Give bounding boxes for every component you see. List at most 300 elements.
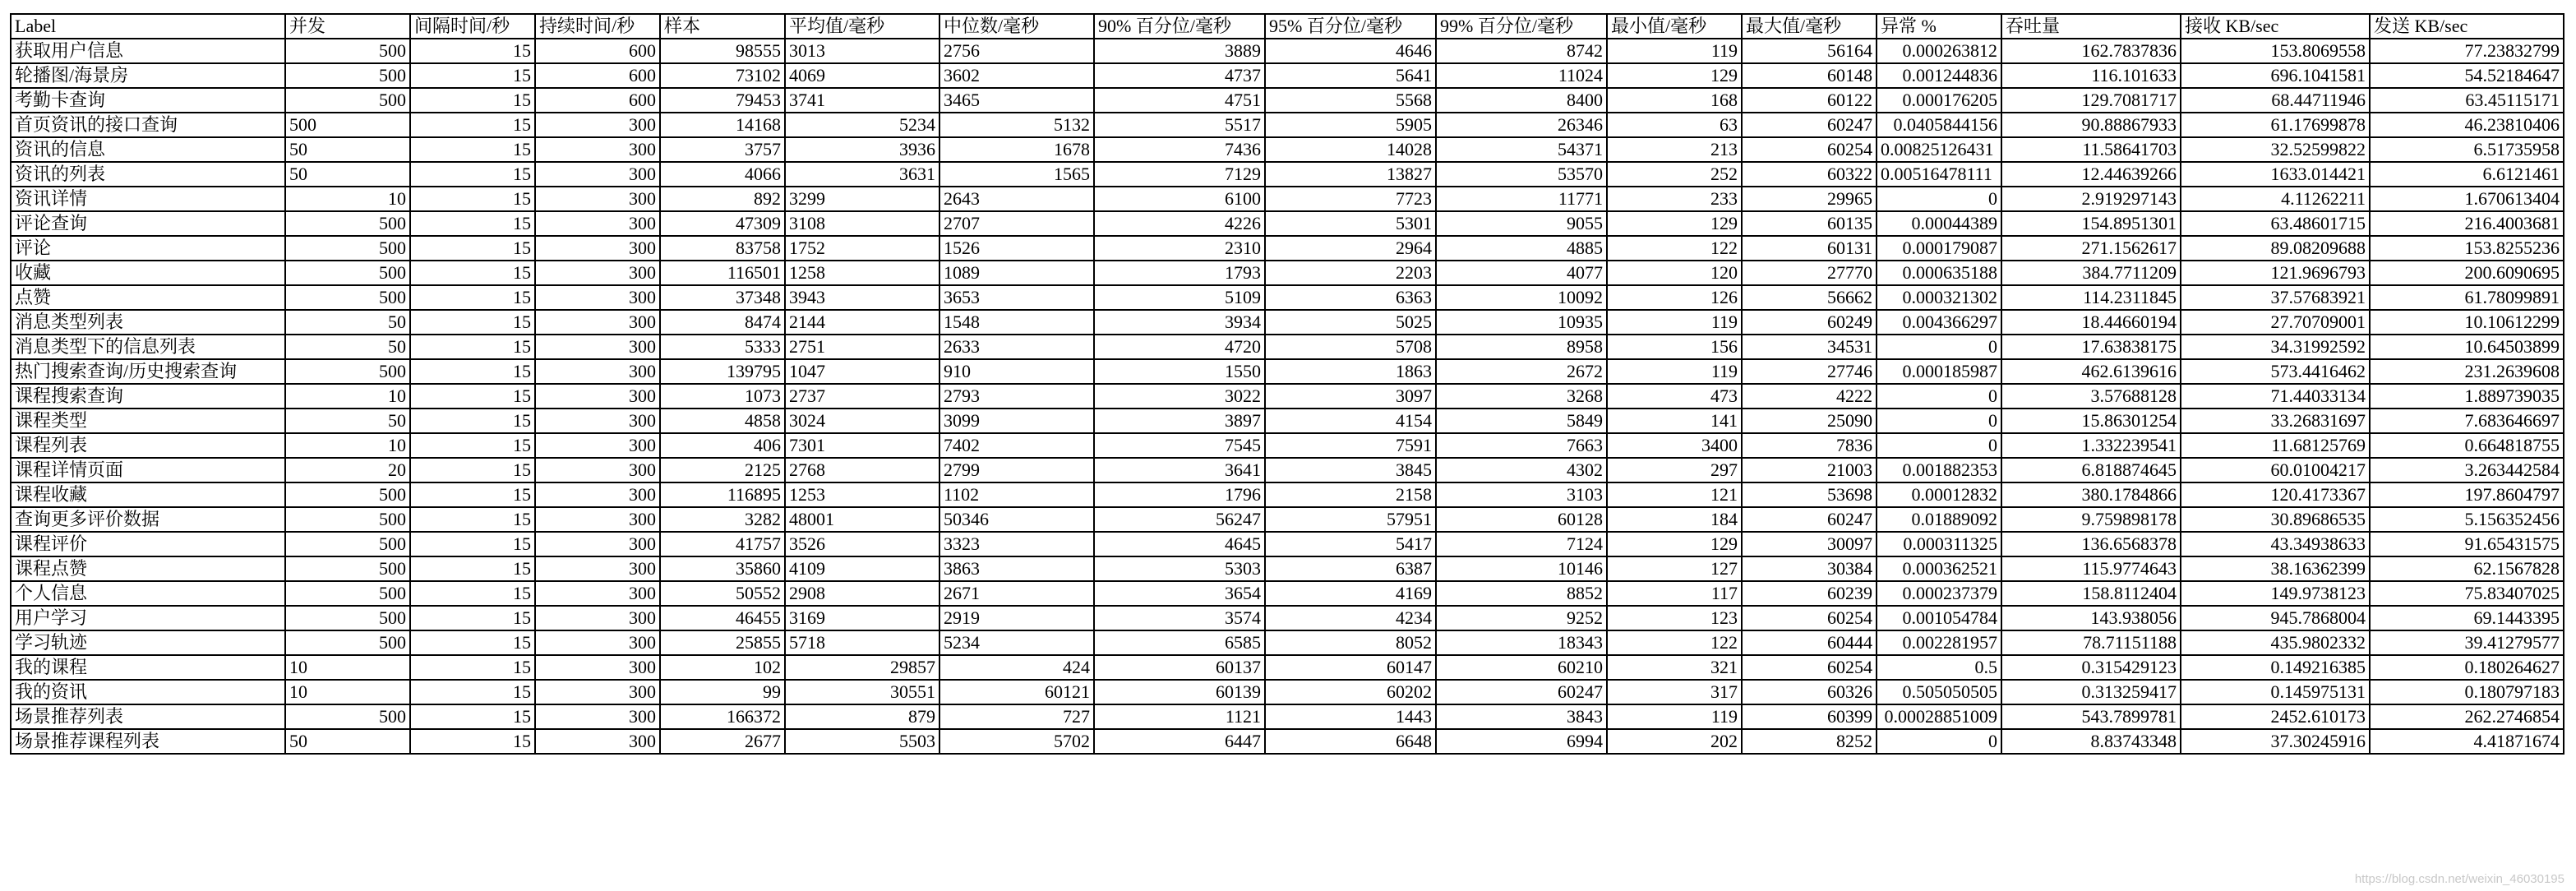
table-cell: 6.51735958	[2370, 137, 2564, 162]
row-label-cell: 我的课程	[11, 655, 285, 680]
table-cell: 5905	[1265, 113, 1436, 137]
table-cell: 1796	[1094, 482, 1265, 507]
table-cell: 15	[410, 556, 535, 581]
table-cell: 37.30245916	[2181, 729, 2370, 754]
table-cell: 0	[1877, 433, 2001, 458]
table-cell: 3936	[785, 137, 939, 162]
table-cell: 231.2639608	[2370, 359, 2564, 384]
table-row	[11, 310, 2564, 335]
table-cell: 4154	[1265, 409, 1436, 433]
table-cell: 600	[535, 88, 660, 113]
table-cell: 300	[535, 729, 660, 754]
table-cell: 573.4416462	[2181, 359, 2370, 384]
table-cell: 1548	[939, 310, 1094, 335]
table-cell: 300	[535, 409, 660, 433]
table-cell: 500	[285, 211, 410, 236]
column-header: 发送 KB/sec	[2370, 14, 2564, 39]
table-cell: 462.6139616	[2001, 359, 2181, 384]
table-row	[11, 359, 2564, 384]
table-cell: 60254	[1742, 655, 1877, 680]
table-cell: 15	[410, 211, 535, 236]
table-cell: 300	[535, 310, 660, 335]
table-cell: 3024	[785, 409, 939, 433]
table-cell: 30551	[785, 680, 939, 704]
table-cell: 162.7837836	[2001, 39, 2181, 63]
table-cell: 5641	[1265, 63, 1436, 88]
table-row	[11, 409, 2564, 433]
table-row	[11, 335, 2564, 359]
table-cell: 18343	[1436, 630, 1607, 655]
table-cell: 11024	[1436, 63, 1607, 88]
table-cell: 727	[939, 704, 1094, 729]
table-cell: 15.86301254	[2001, 409, 2181, 433]
table-cell: 7129	[1094, 162, 1265, 187]
table-cell: 3574	[1094, 606, 1265, 630]
table-cell: 500	[285, 630, 410, 655]
table-cell: 3934	[1094, 310, 1265, 335]
table-cell: 2643	[939, 187, 1094, 211]
table-cell: 120	[1607, 261, 1742, 285]
table-row	[11, 39, 2564, 63]
table-cell: 500	[285, 704, 410, 729]
table-cell: 91.65431575	[2370, 532, 2564, 556]
row-label-cell: 课程点赞	[11, 556, 285, 581]
table-cell: 15	[410, 384, 535, 409]
table-cell: 406	[660, 433, 785, 458]
table-cell: 119	[1607, 310, 1742, 335]
table-cell: 500	[285, 482, 410, 507]
table-cell: 7124	[1436, 532, 1607, 556]
table-cell: 10	[285, 680, 410, 704]
table-cell: 8958	[1436, 335, 1607, 359]
table-cell: 114.2311845	[2001, 285, 2181, 310]
table-cell: 3631	[785, 162, 939, 187]
table-cell: 15	[410, 310, 535, 335]
table-cell: 129	[1607, 211, 1742, 236]
row-label-cell: 评论查询	[11, 211, 285, 236]
table-cell: 300	[535, 458, 660, 482]
table-cell: 2768	[785, 458, 939, 482]
row-label-cell: 收藏	[11, 261, 285, 285]
table-cell: 4737	[1094, 63, 1265, 88]
table-cell: 5.156352456	[2370, 507, 2564, 532]
table-cell: 271.1562617	[2001, 236, 2181, 261]
table-cell: 123	[1607, 606, 1742, 630]
table-cell: 3.57688128	[2001, 384, 2181, 409]
table-cell: 54.52184647	[2370, 63, 2564, 88]
table-cell: 892	[660, 187, 785, 211]
table-cell: 5234	[939, 630, 1094, 655]
table-cell: 1258	[785, 261, 939, 285]
table-cell: 5132	[939, 113, 1094, 137]
table-cell: 197.8604797	[2370, 482, 2564, 507]
table-cell: 2144	[785, 310, 939, 335]
table-row	[11, 63, 2564, 88]
row-label-cell: 查询更多评价数据	[11, 507, 285, 532]
table-cell: 56164	[1742, 39, 1877, 63]
table-cell: 121.9696793	[2181, 261, 2370, 285]
table-cell: 15	[410, 137, 535, 162]
table-row	[11, 187, 2564, 211]
table-cell: 10.10612299	[2370, 310, 2564, 335]
table-cell: 7301	[785, 433, 939, 458]
table-cell: 1.332239541	[2001, 433, 2181, 458]
row-label-cell: 评论	[11, 236, 285, 261]
table-cell: 0.004366297	[1877, 310, 2001, 335]
table-cell: 71.44033134	[2181, 384, 2370, 409]
table-cell: 54371	[1436, 137, 1607, 162]
table-cell: 4066	[660, 162, 785, 187]
watermark-text: https://blog.csdn.net/weixin_46030195	[2354, 872, 2564, 886]
table-cell: 3103	[1436, 482, 1607, 507]
table-cell: 10	[285, 187, 410, 211]
table-cell: 213	[1607, 137, 1742, 162]
table-cell: 38.16362399	[2181, 556, 2370, 581]
table-cell: 73102	[660, 63, 785, 88]
table-cell: 7402	[939, 433, 1094, 458]
row-label-cell: 课程搜索查询	[11, 384, 285, 409]
table-cell: 60444	[1742, 630, 1877, 655]
table-row	[11, 137, 2564, 162]
table-cell: 0.313259417	[2001, 680, 2181, 704]
table-cell: 6585	[1094, 630, 1265, 655]
table-cell: 15	[410, 433, 535, 458]
table-cell: 2799	[939, 458, 1094, 482]
table-cell: 60326	[1742, 680, 1877, 704]
table-cell: 300	[535, 630, 660, 655]
table-cell: 15	[410, 359, 535, 384]
table-cell: 3641	[1094, 458, 1265, 482]
table-cell: 2452.610173	[2181, 704, 2370, 729]
table-cell: 57951	[1265, 507, 1436, 532]
table-cell: 27746	[1742, 359, 1877, 384]
table-cell: 63.45115171	[2370, 88, 2564, 113]
table-cell: 61.17699878	[2181, 113, 2370, 137]
table-cell: 2908	[785, 581, 939, 606]
table-header-row	[11, 14, 2564, 39]
table-cell: 2633	[939, 335, 1094, 359]
table-cell: 2737	[785, 384, 939, 409]
table-cell: 3757	[660, 137, 785, 162]
table-cell: 26346	[1436, 113, 1607, 137]
table-cell: 25855	[660, 630, 785, 655]
table-cell: 63	[1607, 113, 1742, 137]
table-cell: 8052	[1265, 630, 1436, 655]
table-cell: 945.7868004	[2181, 606, 2370, 630]
table-cell: 0.000321302	[1877, 285, 2001, 310]
table-cell: 122	[1607, 630, 1742, 655]
table-cell: 77.23832799	[2370, 39, 2564, 63]
table-cell: 262.2746854	[2370, 704, 2564, 729]
table-cell: 0.315429123	[2001, 655, 2181, 680]
table-cell: 1633.014421	[2181, 162, 2370, 187]
table-cell: 500	[285, 359, 410, 384]
table-cell: 120.4173367	[2181, 482, 2370, 507]
table-cell: 60.01004217	[2181, 458, 2370, 482]
table-cell: 6387	[1265, 556, 1436, 581]
table-cell: 0.000179087	[1877, 236, 2001, 261]
table-cell: 600	[535, 39, 660, 63]
table-cell: 300	[535, 113, 660, 137]
table-cell: 0.505050505	[1877, 680, 2001, 704]
table-cell: 60322	[1742, 162, 1877, 187]
row-label-cell: 资讯的信息	[11, 137, 285, 162]
table-cell: 0.180797183	[2370, 680, 2564, 704]
table-cell: 300	[535, 680, 660, 704]
table-cell: 43.34938633	[2181, 532, 2370, 556]
table-cell: 1102	[939, 482, 1094, 507]
table-cell: 300	[535, 507, 660, 532]
table-cell: 9.759898178	[2001, 507, 2181, 532]
table-cell: 149.9738123	[2181, 581, 2370, 606]
table-cell: 500	[285, 236, 410, 261]
table-cell: 15	[410, 113, 535, 137]
table-cell: 543.7899781	[2001, 704, 2181, 729]
row-label-cell: 课程收藏	[11, 482, 285, 507]
table-cell: 297	[1607, 458, 1742, 482]
table-cell: 1073	[660, 384, 785, 409]
table-cell: 500	[285, 606, 410, 630]
table-cell: 0.00825126431	[1877, 137, 2001, 162]
table-cell: 50	[285, 409, 410, 433]
table-cell: 56247	[1094, 507, 1265, 532]
table-cell: 62.1567828	[2370, 556, 2564, 581]
table-row	[11, 88, 2564, 113]
table-cell: 0.01889092	[1877, 507, 2001, 532]
table-cell: 60147	[1265, 655, 1436, 680]
table-cell: 3465	[939, 88, 1094, 113]
table-cell: 1863	[1265, 359, 1436, 384]
table-cell: 10935	[1436, 310, 1607, 335]
table-row	[11, 532, 2564, 556]
table-cell: 115.9774643	[2001, 556, 2181, 581]
table-cell: 60148	[1742, 63, 1877, 88]
table-cell: 7436	[1094, 137, 1265, 162]
table-cell: 6363	[1265, 285, 1436, 310]
row-label-cell: 考勤卡查询	[11, 88, 285, 113]
table-cell: 121	[1607, 482, 1742, 507]
table-cell: 3097	[1265, 384, 1436, 409]
table-cell: 102	[660, 655, 785, 680]
table-cell: 60121	[939, 680, 1094, 704]
column-header: 持续时间/秒	[535, 14, 660, 39]
row-label-cell: 场景推荐课程列表	[11, 729, 285, 754]
table-cell: 3526	[785, 532, 939, 556]
table-cell: 15	[410, 630, 535, 655]
table-cell: 500	[285, 581, 410, 606]
table-cell: 63.48601715	[2181, 211, 2370, 236]
table-cell: 300	[535, 211, 660, 236]
table-cell: 0.001054784	[1877, 606, 2001, 630]
table-cell: 879	[785, 704, 939, 729]
table-cell: 2.919297143	[2001, 187, 2181, 211]
table-cell: 99	[660, 680, 785, 704]
table-cell: 0.002281957	[1877, 630, 2001, 655]
table-cell: 50	[285, 137, 410, 162]
table-cell: 3268	[1436, 384, 1607, 409]
table-cell: 3843	[1436, 704, 1607, 729]
table-cell: 0.000311325	[1877, 532, 2001, 556]
table-cell: 11.58641703	[2001, 137, 2181, 162]
table-cell: 0.000635188	[1877, 261, 2001, 285]
column-header: 吞吐量	[2001, 14, 2181, 39]
row-label-cell: 场景推荐列表	[11, 704, 285, 729]
table-cell: 6.6121461	[2370, 162, 2564, 187]
column-header: 样本	[660, 14, 785, 39]
table-cell: 11.68125769	[2181, 433, 2370, 458]
row-label-cell: 个人信息	[11, 581, 285, 606]
table-cell: 5568	[1265, 88, 1436, 113]
row-label-cell: 首页资讯的接口查询	[11, 113, 285, 137]
table-cell: 15	[410, 704, 535, 729]
table-cell: 4858	[660, 409, 785, 433]
performance-results-table	[10, 13, 2564, 755]
table-cell: 61.78099891	[2370, 285, 2564, 310]
table-cell: 300	[535, 532, 660, 556]
table-cell: 5025	[1265, 310, 1436, 335]
table-cell: 15	[410, 236, 535, 261]
table-cell: 5503	[785, 729, 939, 754]
table-cell: 83758	[660, 236, 785, 261]
table-cell: 5718	[785, 630, 939, 655]
table-cell: 154.8951301	[2001, 211, 2181, 236]
table-cell: 10	[285, 384, 410, 409]
table-cell: 129	[1607, 532, 1742, 556]
table-cell: 34.31992592	[2181, 335, 2370, 359]
table-cell: 116.101633	[2001, 63, 2181, 88]
column-header: Label	[11, 14, 285, 39]
table-row	[11, 507, 2564, 532]
table-cell: 4222	[1742, 384, 1877, 409]
table-cell: 0.5	[1877, 655, 2001, 680]
table-cell: 3323	[939, 532, 1094, 556]
row-label-cell: 课程列表	[11, 433, 285, 458]
table-cell: 3299	[785, 187, 939, 211]
table-row	[11, 458, 2564, 482]
table-cell: 78.71151188	[2001, 630, 2181, 655]
table-cell: 1121	[1094, 704, 1265, 729]
table-cell: 15	[410, 39, 535, 63]
table-cell: 90.88867933	[2001, 113, 2181, 137]
table-cell: 5301	[1265, 211, 1436, 236]
table-cell: 300	[535, 236, 660, 261]
table-cell: 300	[535, 359, 660, 384]
table-cell: 252	[1607, 162, 1742, 187]
table-cell: 50	[285, 729, 410, 754]
table-cell: 48001	[785, 507, 939, 532]
table-cell: 3099	[939, 409, 1094, 433]
table-cell: 3889	[1094, 39, 1265, 63]
table-cell: 1550	[1094, 359, 1265, 384]
table-cell: 910	[939, 359, 1094, 384]
table-cell: 60247	[1742, 113, 1877, 137]
table-cell: 3022	[1094, 384, 1265, 409]
table-cell: 79453	[660, 88, 785, 113]
table-cell: 156	[1607, 335, 1742, 359]
table-cell: 0	[1877, 187, 2001, 211]
table-cell: 158.8112404	[2001, 581, 2181, 606]
table-cell: 69.1443395	[2370, 606, 2564, 630]
table-cell: 216.4003681	[2370, 211, 2564, 236]
row-label-cell: 学习轨迹	[11, 630, 285, 655]
table-row	[11, 581, 2564, 606]
table-cell: 7663	[1436, 433, 1607, 458]
table-cell: 9252	[1436, 606, 1607, 630]
table-cell: 2671	[939, 581, 1094, 606]
table-cell: 4645	[1094, 532, 1265, 556]
table-cell: 33.26831697	[2181, 409, 2370, 433]
table-cell: 4109	[785, 556, 939, 581]
table-cell: 15	[410, 63, 535, 88]
table-cell: 15	[410, 187, 535, 211]
column-header: 异常 %	[1877, 14, 2001, 39]
table-row	[11, 285, 2564, 310]
table-cell: 300	[535, 433, 660, 458]
table-cell: 3400	[1607, 433, 1742, 458]
row-label-cell: 消息类型下的信息列表	[11, 335, 285, 359]
table-cell: 2919	[939, 606, 1094, 630]
table-cell: 14168	[660, 113, 785, 137]
table-cell: 13827	[1265, 162, 1436, 187]
table-cell: 5517	[1094, 113, 1265, 137]
table-cell: 1089	[939, 261, 1094, 285]
table-cell: 0.000185987	[1877, 359, 2001, 384]
table-cell: 117	[1607, 581, 1742, 606]
table-cell: 321	[1607, 655, 1742, 680]
table-row	[11, 482, 2564, 507]
table-cell: 1793	[1094, 261, 1265, 285]
table-cell: 7591	[1265, 433, 1436, 458]
table-cell: 0	[1877, 335, 2001, 359]
table-cell: 1565	[939, 162, 1094, 187]
table-cell: 300	[535, 556, 660, 581]
table-cell: 10092	[1436, 285, 1607, 310]
table-cell: 166372	[660, 704, 785, 729]
table-row	[11, 433, 2564, 458]
table-cell: 384.7711209	[2001, 261, 2181, 285]
table-cell: 56662	[1742, 285, 1877, 310]
table-cell: 0.000362521	[1877, 556, 2001, 581]
table-cell: 15	[410, 507, 535, 532]
table-cell: 116895	[660, 482, 785, 507]
table-cell: 2751	[785, 335, 939, 359]
table-cell: 10.64503899	[2370, 335, 2564, 359]
table-cell: 1.670613404	[2370, 187, 2564, 211]
table-cell: 60254	[1742, 137, 1877, 162]
table-cell: 2158	[1265, 482, 1436, 507]
table-cell: 168	[1607, 88, 1742, 113]
table-cell: 60131	[1742, 236, 1877, 261]
table-cell: 0.145975131	[2181, 680, 2370, 704]
table-cell: 3108	[785, 211, 939, 236]
table-cell: 6.818874645	[2001, 458, 2181, 482]
column-header: 中位数/毫秒	[939, 14, 1094, 39]
table-cell: 233	[1607, 187, 1742, 211]
table-row	[11, 729, 2564, 754]
table-cell: 4077	[1436, 261, 1607, 285]
table-cell: 1047	[785, 359, 939, 384]
table-row	[11, 606, 2564, 630]
table-cell: 0	[1877, 384, 2001, 409]
row-label-cell: 资讯详情	[11, 187, 285, 211]
table-cell: 3897	[1094, 409, 1265, 433]
table-cell: 300	[535, 482, 660, 507]
table-cell: 15	[410, 729, 535, 754]
column-header: 接收 KB/sec	[2181, 14, 2370, 39]
table-cell: 2310	[1094, 236, 1265, 261]
table-cell: 300	[535, 187, 660, 211]
table-cell: 1443	[1265, 704, 1436, 729]
